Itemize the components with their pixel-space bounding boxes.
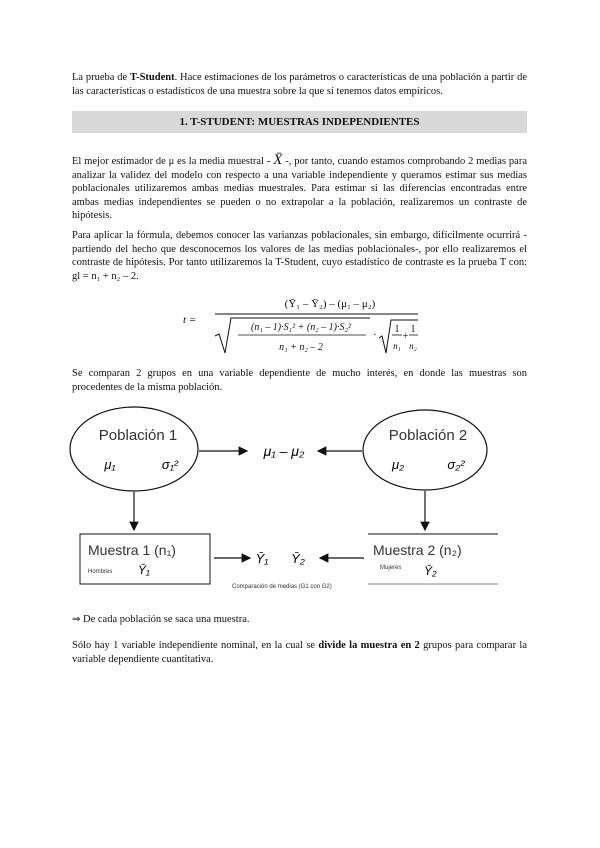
sample-1-mean: Ȳ₁ [138, 563, 150, 577]
para4-bold: divide la muestra en 2 [318, 640, 420, 651]
para1-text-a: El mejor estimador de μ es la media muestral - [72, 156, 274, 167]
population-2-title: Población 2 [388, 427, 468, 444]
intro-rest: . Hace estimaciones de los parámetros o características de una población a partir de las características o estadísticos de una muestra sobre la que sí tenemos datos empíricos. [72, 72, 527, 97]
formula-multiply-dot: · [373, 329, 377, 341]
population-2-mu: μ₂ [391, 457, 405, 472]
sample-2-mean: Ȳ₂ [424, 564, 437, 578]
formula-pooled-numerator: (n₁ – 1)·S₁² + (n₂ – 1)·S₂² [251, 322, 351, 333]
paragraph-conclusion [72, 639, 527, 666]
formula-numerator: (Ȳ₁ – Ȳ₂) – (μ₁ – μ₂) [284, 298, 376, 310]
formula-plus: + [402, 331, 409, 342]
note-text: De cada población se saca una muestra. [80, 614, 250, 625]
population-1-title: Población 1 [98, 427, 178, 444]
para2-text: Para aplicar la fórmula, debemos conocer las varianzas poblacionales, sin embargo, difícilmente ocurrirá -partiendo del hecho que desconocemos los valores de las medias poblacionales-, por ello realizaremos el contraste de hipótesis. Por tanto utilizaremos la T-Student, cuyo estadístico de contraste es la prueba T con: gl = n₁ + n₂ – 2. [72, 230, 527, 282]
formula-one-a: 1 [394, 324, 400, 335]
population-2-sigma: σ₂² [447, 457, 465, 472]
intro-paragraph [72, 71, 527, 98]
paragraph-groups [72, 367, 527, 394]
mean-difference-label: μ₁ – μ₂ [263, 443, 305, 459]
para3-text: Se comparan 2 grupos en una variable dependiente de mucho interés, en donde las muestras son procedentes de la misma población. [72, 368, 527, 393]
para4-text-a: Sólo hay 1 variable independiente nominal, en la cual se [72, 640, 319, 651]
population-1-ellipse [70, 407, 198, 491]
formula-t: t = [183, 314, 197, 326]
center-y2: Ȳ₂ [291, 551, 305, 566]
intro-term: T-Student [130, 72, 175, 83]
intro-prefix: La prueba de [72, 72, 131, 83]
note-line [72, 613, 527, 627]
sample-1-title: Muestra 1 (n₁) [88, 542, 176, 558]
section-title: 1. T-STUDENT: MUESTRAS INDEPENDIENTES [179, 116, 420, 128]
formula-one-b: 1 [410, 324, 416, 335]
paragraph-formula-intro [72, 229, 527, 283]
formula-n1: n₁ [393, 341, 401, 351]
implies-arrow-icon: ⇒ [72, 614, 81, 625]
population-sample-diagram [68, 403, 530, 593]
population-1-sigma: σ₁² [161, 457, 179, 472]
section-header [72, 111, 527, 133]
center-y1: Ȳ₁ [255, 551, 269, 566]
sample-1-group: Hombres [88, 569, 113, 575]
population-1-mu: μ₁ [104, 457, 116, 472]
sample-mean-symbol: X̄ [273, 152, 283, 168]
sample-2-group: Mujeres [380, 565, 402, 571]
para1-text-b: -, por tanto, cuando estamos comprobando 2 medias para analizar la validez del modelo con respecto a una variable independiente y queramos estimar sus medias poblacionales utilizaremos ambas medias muestrales. Para estimar si las diferencias encontradas entre ambas medias independientes se pueden o no extrapolar a la población, realizaremos un contraste de hipótesis. [72, 156, 527, 221]
sample-2-title: Muestra 2 (n₂) [373, 542, 462, 558]
population-2-ellipse [363, 410, 487, 490]
formula-n2: n₂ [409, 341, 417, 351]
diagram-caption: Comparación de medias (G1 con G2) [232, 584, 332, 590]
formula-pooled-denominator: n₁ + n₂ – 2 [279, 342, 323, 353]
para4-text-b: grupos para comparar la variable dependiente cuantitativa. [72, 640, 527, 665]
t-student-formula [180, 290, 420, 356]
paragraph-estimator [72, 154, 527, 223]
